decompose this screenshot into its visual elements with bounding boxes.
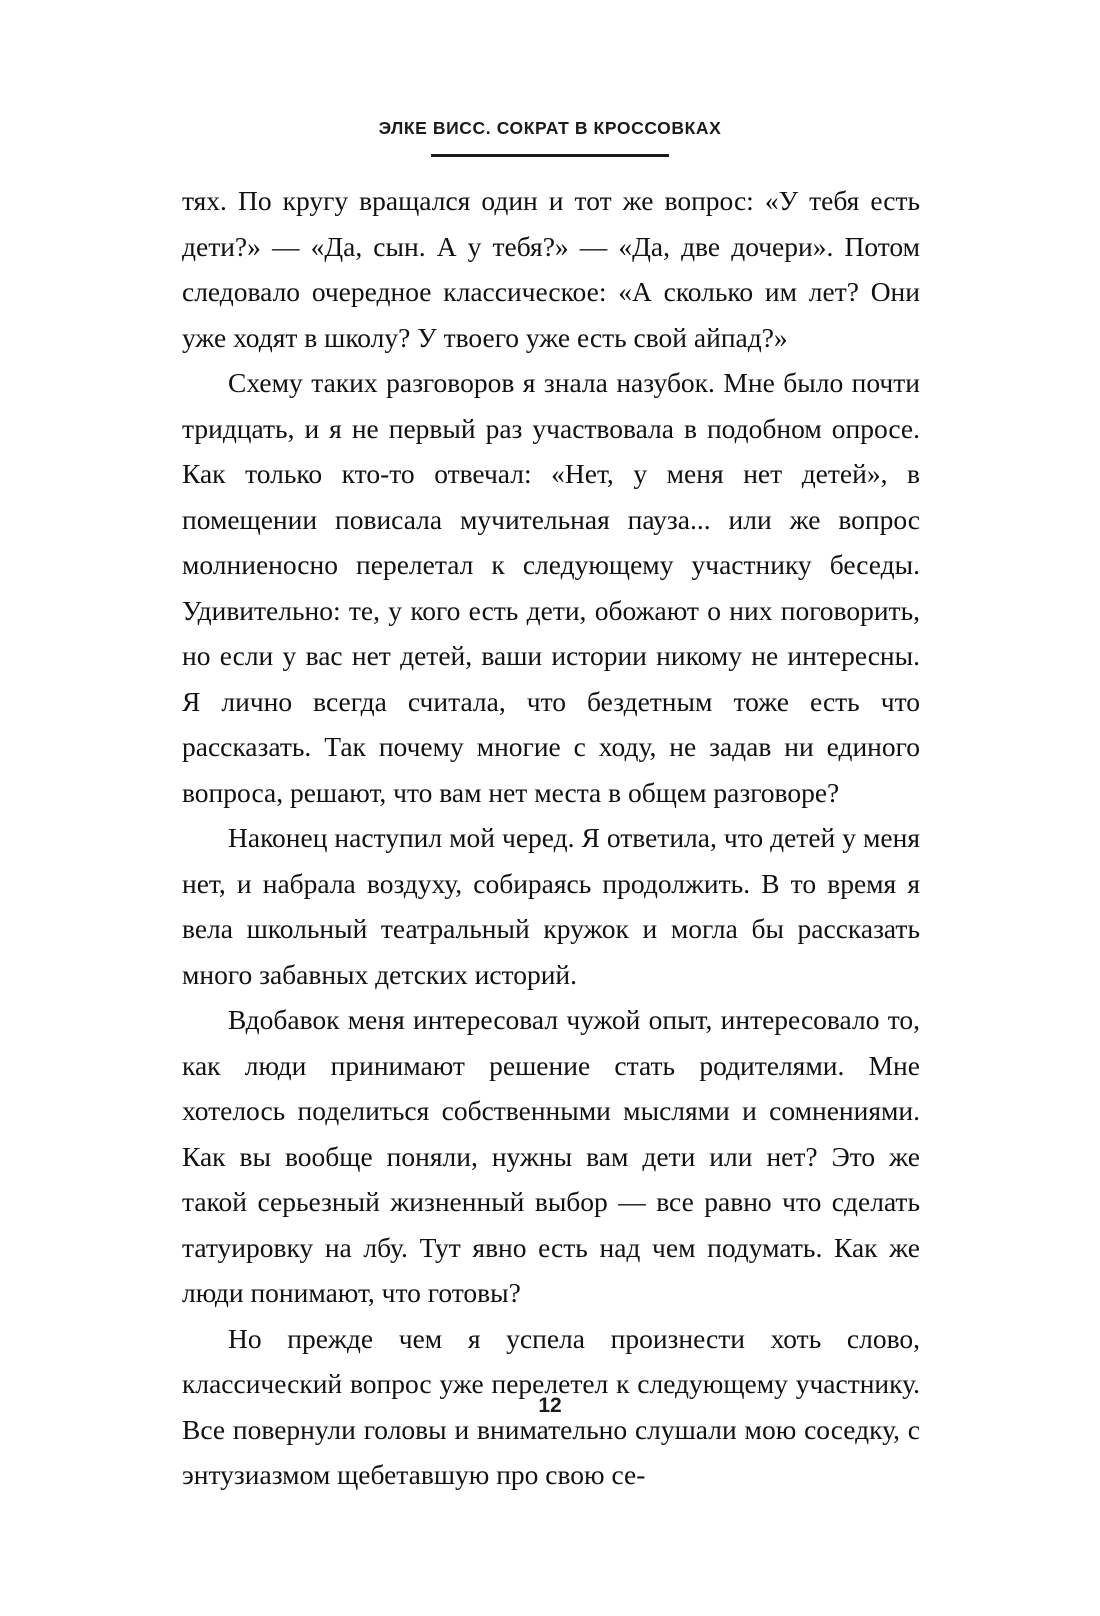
paragraph: Наконец наступил мой черед. Я ответила, что детей у меня нет, и набрала воздуху, собираясь продолжить. В то время я вела школьный театральный кружок и могла бы рассказать много забавных детских историй. <box>182 822 920 990</box>
running-head: ЭЛКЕ ВИСС. СОКРАТ В КРОССОВКАХ <box>378 118 722 138</box>
paragraph: Вдобавок меня интересовал чужой опыт, интересовало то, как люди принимают решение стать родителями. Мне хотелось поделиться собственными мыслями и сомнениями. Как вы вообще поняли, нужны вам дети или нет? Это же такой серьезный жизненный выбор — все равно что сделать татуировку на лбу. Тут явно есть над чем подумать. Как же люди понимают, что готовы? <box>182 1004 920 1308</box>
page-number: 12 <box>538 1394 562 1417</box>
header-divider <box>431 154 669 157</box>
paragraph: Но прежде чем я успела произнести хоть слово, классический вопрос уже перелетел к следующему участнику. Все повернули головы и внимательно слушали мою соседку, с энтузиазмом щебетавшую про свою се- <box>182 1322 920 1490</box>
paragraph: тях. По кругу вращался один и тот же вопрос: «У тебя есть дети?» — «Да, сын. А у тебя?» — «Да, две дочери». Потом следовало очередное классическое: «А сколько им лет? Они уже ходят в школу? У твоего уже есть свой айпад?» <box>182 185 920 353</box>
body-text-column <box>182 178 920 1498</box>
paragraph: Схему таких разговоров я знала назубок. Мне было почти тридцать, и я не первый раз участвовала в подобном опросе. Как только кто-то отвечал: «Нет, у меня нет детей», в помещении повисала мучительная пауза... или же вопрос молниеносно перелетал к следующему участнику беседы. Удивительно: те, у кого есть дети, обожают о них поговорить, но если у вас нет детей, ваши истории никому не интересны. Я лично всегда считала, что бездетным тоже есть что рассказать. Так почему многие с ходу, не задав ни единого вопроса, решают, что вам нет места в общем разговоре? <box>182 367 920 808</box>
